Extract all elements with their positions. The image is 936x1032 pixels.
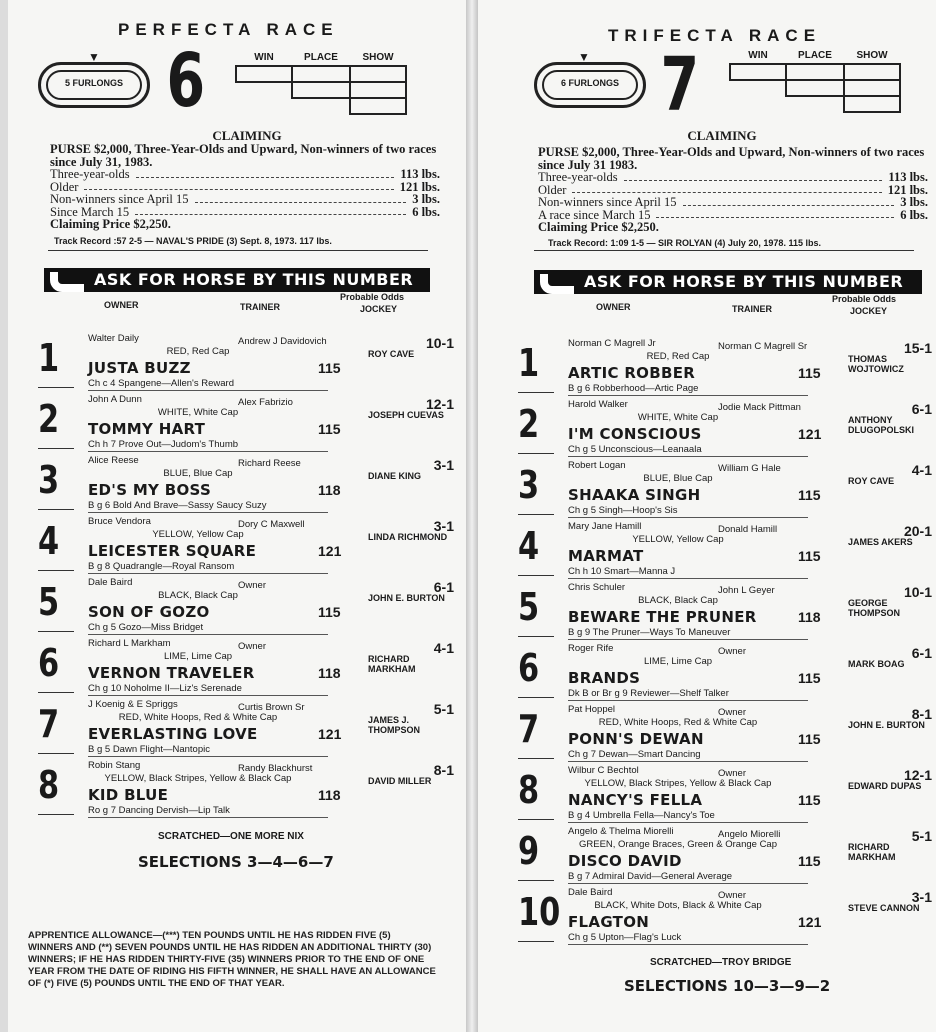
silks-colors: YELLOW, Yellow Cap (152, 529, 244, 540)
horse-weight: 121 (318, 726, 342, 742)
probable-odds: 6-1 (911, 401, 932, 417)
ask-banner: ASK FOR HORSE BY THIS NUMBER (534, 270, 922, 294)
probable-odds: 20-1 (903, 523, 932, 539)
owner-name: Dale Baird (88, 577, 133, 588)
probable-odds: 4-1 (433, 640, 454, 656)
trainer-name: Randy Blackhurst (238, 763, 313, 774)
weight-row: Three-year-olds 113 lbs. (538, 170, 928, 184)
horse-breeding: Dk B or Br g 9 Reviewer—Shelf Talker (568, 688, 808, 701)
horse-weight: 115 (798, 365, 821, 381)
owner-name: Robin Stang (88, 760, 141, 771)
trainer-name: Curtis Brown Sr (238, 702, 305, 713)
post-position: 10 (518, 890, 561, 934)
entry-list (38, 333, 458, 821)
horse-breeding: Ch c 4 Spangene—Allen's Reward (88, 378, 328, 391)
horse-name: VERNON TRAVELER (88, 664, 255, 682)
horse-name: LEICESTER SQUARE (88, 542, 257, 560)
trainer-name: John L Geyer (718, 585, 775, 596)
probable-odds: 3-1 (911, 889, 932, 905)
jockey-name: RICHARD MARKHAM (848, 842, 896, 862)
horse-weight: 118 (318, 482, 341, 498)
horse-name: FLAGTON (568, 913, 650, 931)
entry-row (518, 582, 936, 643)
place-header: PLACE (798, 50, 832, 61)
jockey-name: LINDA RICHMOND (368, 532, 448, 542)
owner-name: Wilbur C Bechtol (568, 765, 639, 776)
horse-weight: 115 (798, 548, 821, 564)
divider (518, 758, 554, 759)
owner-name: Harold Walker (568, 399, 628, 410)
entry-row (518, 460, 936, 521)
owner-name: Bruce Vendora (88, 516, 151, 527)
jockey-header: JOCKEY (850, 306, 888, 316)
divider (518, 575, 554, 576)
track-record: Track Record: 1:09 1-5 — SIR ROLYAN (4) July 20, 1978. 115 lbs. (548, 238, 821, 248)
purse-line: PURSE $2,000, Three-Year-Olds and Upward, Non-winners of two races since July 31 1983. (538, 145, 925, 172)
weight-row: Non-winners since April 15 3 lbs. (50, 192, 440, 206)
silks-colors: BLACK, Black Cap (158, 590, 238, 601)
horse-breeding: Ch g 7 Dewan—Smart Dancing (568, 749, 808, 762)
horse-breeding: Ch g 5 Gozo—Miss Bridget (88, 622, 328, 635)
silks-colors: RED, Red Cap (166, 346, 230, 357)
entry-row (518, 765, 936, 826)
show-box (349, 97, 407, 115)
win-box (729, 63, 787, 81)
jockey-name: JOHN E. BURTON (368, 593, 445, 603)
horse-weight: 115 (318, 604, 341, 620)
horse-weight: 121 (798, 914, 822, 930)
win-header: WIN (254, 52, 274, 63)
owner-name: Pat Hoppel (568, 704, 616, 715)
purse-line: PURSE $2,000, Three-Year-Olds and Upward, Non-winners of two races since July 31, 1983. (50, 142, 437, 169)
horse-name: MARMAT (568, 547, 644, 565)
jockey-name: DAVID MILLER (368, 776, 432, 786)
silks-colors: LIME, Lime Cap (643, 656, 713, 667)
divider (38, 753, 74, 754)
probable-odds: 5-1 (433, 701, 454, 717)
horse-name: SON OF GOZO (88, 603, 210, 621)
post-position: 2 (38, 397, 60, 441)
entry-row (38, 516, 458, 577)
horse-weight: 115 (318, 421, 341, 437)
trainer-name: Norman C Magrell Sr (718, 341, 808, 352)
post-position: 7 (518, 707, 540, 751)
owner-name: Roger Rife (568, 643, 614, 654)
horse-weight: 121 (798, 426, 822, 442)
win-box (235, 65, 293, 83)
horse-breeding: B g 9 The Pruner—Ways To Maneuver (568, 627, 808, 640)
horse-breeding: B g 8 Quadrangle—Royal Ransom (88, 561, 328, 574)
odds-header: Probable Odds (832, 294, 897, 304)
silks-colors: LIME, Lime Cap (163, 651, 233, 662)
divider (518, 453, 554, 454)
post-position: 6 (38, 641, 60, 685)
entry-row (518, 887, 936, 948)
silks-colors: YELLOW, Black Stripes, Yellow & Black Cap (104, 773, 292, 784)
divider (38, 509, 74, 510)
jockey-name: STEVE CANNON (848, 903, 920, 913)
post-position: 5 (518, 585, 540, 629)
trainer-name: Owner (238, 641, 266, 652)
entry-row (38, 699, 458, 760)
owner-name: Dale Baird (568, 887, 613, 898)
divider (38, 448, 74, 449)
horse-weight: 118 (318, 787, 341, 803)
entry-row (518, 704, 936, 765)
post-position: 1 (518, 341, 540, 385)
jockey-name: JOHN E. BURTON (848, 720, 925, 730)
trainer-name: William G Hale (718, 463, 781, 474)
entry-row (518, 521, 936, 582)
horse-weight: 115 (798, 670, 821, 686)
horse-name: ARTIC ROBBER (568, 364, 696, 382)
horse-weight: 115 (798, 853, 821, 869)
trainer-name: Dory C Maxwell (238, 519, 305, 530)
divider (38, 570, 74, 571)
silks-colors: YELLOW, Yellow Cap (632, 534, 724, 545)
selections: SELECTIONS 10—3—9—2 (624, 977, 831, 995)
horse-weight: 115 (798, 792, 821, 808)
win-place-show-grid (730, 50, 900, 112)
divider (48, 250, 428, 251)
owner-header: OWNER (104, 300, 139, 310)
probable-odds: 10-1 (903, 584, 932, 600)
divider (518, 941, 554, 942)
jockey-name: ANTHONY DLUGOPOLSKI (848, 415, 915, 435)
trainer-header: TRAINER (240, 302, 280, 312)
race-number: 6 (166, 38, 206, 124)
post-position: 9 (518, 829, 540, 873)
arrow-down-icon: ▼ (88, 50, 100, 64)
horse-breeding: B g 6 Robberhood—Artic Page (568, 383, 808, 396)
owner-header: OWNER (596, 302, 631, 312)
silks-colors: YELLOW, Black Stripes, Yellow & Black Cap (584, 778, 772, 789)
probable-odds: 3-1 (433, 518, 454, 534)
owner-name: Robert Logan (568, 460, 626, 471)
entry-row (38, 760, 458, 821)
horse-name: I'M CONSCIOUS (568, 425, 702, 443)
race-class: CLAIMING (212, 128, 282, 143)
divider (518, 636, 554, 637)
post-position: 1 (38, 336, 60, 380)
divider (518, 697, 554, 698)
weight-row: Three-year-olds 113 lbs. (50, 167, 440, 181)
divider (518, 514, 554, 515)
jockey-name: JAMES AKERS (848, 537, 913, 547)
post-position: 4 (38, 519, 60, 563)
jockey-name: EDWARD DUPAS (848, 781, 922, 791)
entry-row (518, 826, 936, 887)
track-distance: 5 FURLONGS (64, 78, 123, 88)
divider (38, 692, 74, 693)
trainer-name: Owner (718, 890, 746, 901)
entry-row (38, 455, 458, 516)
weight-row: A race since March 15 6 lbs. (538, 207, 928, 222)
weight-row: Older 121 lbs. (50, 179, 440, 194)
divider (518, 819, 554, 820)
apprentice-allowance-note: APPRENTICE ALLOWANCE—(***) TEN POUNDS UNTIL HE HAS RIDDEN FIVE (5) WINNERS AND (**) SEVEN POUNDS UNTIL HE HAS RIDDEN AN ADDITIONAL THIRTY (30) WINNERS; IF HE HAS RIDDEN THIRTY-FIVE (35) WINNERS PRIOR TO THE END OF ONE YEAR FROM THE DATE OF RIDING HIS FIFTH WINNER, HE SHALL HAVE AN ALLOWANCE OF (*) FIVE (5) POUNDS UNTIL THE END OF THAT YEAR. (28, 930, 436, 989)
horse-weight: 121 (318, 543, 342, 559)
entry-row (518, 338, 936, 399)
entry-row (38, 394, 458, 455)
post-position: 8 (518, 768, 540, 812)
probable-odds: 8-1 (433, 762, 454, 778)
silks-colors: RED, White Hoops, Red & White Cap (598, 717, 758, 728)
horse-name: BEWARE THE PRUNER (568, 608, 757, 626)
owner-name: J Koenig & E Spriggs (88, 699, 178, 710)
entry-row (38, 333, 458, 394)
horse-name: NANCY'S FELLA (568, 791, 703, 809)
ask-banner: ASK FOR HORSE BY THIS NUMBER (44, 268, 430, 292)
probable-odds: 8-1 (911, 706, 932, 722)
horse-breeding: Ch h 10 Smart—Manna J (568, 566, 808, 579)
track-oval-icon (38, 62, 150, 108)
silks-colors: GREEN, Orange Braces, Green & Orange Cap (578, 839, 777, 850)
post-position: 2 (518, 402, 540, 446)
horse-name: EVERLASTING LOVE (88, 725, 258, 743)
divider (38, 631, 74, 632)
trainer-name: Andrew J Davidovich (238, 336, 327, 347)
trainer-name: Angelo Miorelli (718, 829, 781, 840)
owner-name: Walter Daily (88, 333, 139, 344)
owner-name: Richard L Markham (88, 638, 171, 649)
race-class: CLAIMING (687, 128, 757, 143)
weight-row: Non-winners since April 15 3 lbs. (538, 195, 928, 209)
jockey-name: THOMAS WOJTOWICZ (848, 354, 904, 374)
horse-weight: 118 (798, 609, 821, 625)
post-position: 7 (38, 702, 60, 746)
horse-name: PONN'S DEWAN (568, 730, 704, 748)
show-box (843, 95, 901, 113)
entry-row (38, 577, 458, 638)
trainer-name: Alex Fabrizio (238, 397, 293, 408)
jockey-name: DIANE KING (368, 471, 422, 481)
jockey-name: JAMES J. THOMPSON (368, 715, 421, 735)
horse-name: DISCO DAVID (568, 852, 682, 870)
place-box (291, 81, 351, 99)
scratched-note: SCRATCHED—ONE MORE NIX (158, 831, 304, 842)
jockey-name: RICHARD MARKHAM (368, 654, 416, 674)
horse-name: JUSTA BUZZ (88, 359, 191, 377)
probable-odds: 12-1 (425, 396, 454, 412)
race-type-title: PERFECTA RACE (118, 20, 339, 39)
horse-weight: 115 (798, 731, 821, 747)
owner-name: Mary Jane Hamill (568, 521, 642, 532)
horse-weight: 115 (798, 487, 821, 503)
entry-list (518, 338, 936, 948)
post-position: 8 (38, 763, 60, 807)
horse-name: BRANDS (568, 669, 641, 687)
trainer-name: Donald Hamill (718, 524, 778, 535)
probable-odds: 5-1 (911, 828, 932, 844)
silks-colors: BLACK, White Dots, Black & White Cap (594, 900, 762, 911)
divider (518, 880, 554, 881)
weight-row: Since March 15 6 lbs. (50, 204, 440, 219)
owner-name: Chris Schuler (568, 582, 626, 593)
trainer-header: TRAINER (732, 304, 772, 314)
race-number: 7 (660, 42, 700, 128)
arrow-down-icon: ▼ (578, 50, 590, 64)
horse-name: SHAAKA SINGH (568, 486, 701, 504)
silks-colors: RED, White Hoops, Red & White Cap (118, 712, 278, 723)
claiming-price: Claiming Price $2,250. (50, 217, 171, 231)
jockey-name: JOSEPH CUEVAS (368, 410, 444, 420)
track-record: Track Record :57 2-5 — NAVAL'S PRIDE (3) Sept. 8, 1973. 117 lbs. (54, 236, 332, 246)
trainer-name: Owner (718, 707, 746, 718)
probable-odds: 3-1 (433, 457, 454, 473)
horse-breeding: Ch g 5 Singh—Hoop's Sis (568, 505, 808, 518)
probable-odds: 4-1 (911, 462, 932, 478)
show-header: SHOW (856, 50, 888, 61)
trainer-name: Richard Reese (238, 458, 301, 469)
jockey-name: MARK BOAG (848, 659, 905, 669)
place-header: PLACE (304, 52, 338, 63)
trainer-name: Owner (238, 580, 266, 591)
entry-row (518, 399, 936, 460)
post-position: 3 (518, 463, 540, 507)
track-distance: 6 FURLONGS (560, 78, 619, 88)
race-type-title: TRIFECTA RACE (608, 26, 822, 45)
silks-colors: WHITE, White Cap (157, 407, 239, 418)
show-header: SHOW (362, 52, 394, 63)
horse-name: KID BLUE (88, 786, 169, 804)
probable-odds: 12-1 (903, 767, 932, 783)
entry-row (38, 638, 458, 699)
trainer-name: Owner (718, 646, 746, 657)
probable-odds: 6-1 (911, 645, 932, 661)
horse-breeding: Ch g 10 Noholme II—Liz's Serenade (88, 683, 328, 696)
win-place-show-grid (236, 52, 406, 114)
probable-odds: 15-1 (903, 340, 932, 356)
race-7-page (478, 0, 936, 1032)
probable-odds: 6-1 (433, 579, 454, 595)
horse-breeding: Ch g 5 Unconscious—Leanaala (568, 444, 808, 457)
horse-breeding: B g 4 Umbrella Fella—Nancy's Toe (568, 810, 808, 823)
race-conditions (50, 143, 440, 231)
win-header: WIN (748, 50, 768, 61)
divider (38, 814, 74, 815)
jockey-name: ROY CAVE (368, 349, 415, 359)
jockey-name: ROY CAVE (848, 476, 895, 486)
owner-name: Norman C Magrell Jr (568, 338, 656, 349)
divider (518, 392, 554, 393)
owner-name: Angelo & Thelma Miorelli (568, 826, 674, 837)
race-conditions (538, 146, 928, 234)
divider (534, 250, 914, 251)
silks-colors: BLUE, Blue Cap (163, 468, 233, 479)
probable-odds: 10-1 (425, 335, 454, 351)
horse-breeding: Ro g 7 Dancing Dervish—Lip Talk (88, 805, 328, 818)
silks-colors: BLUE, Blue Cap (643, 473, 713, 484)
track-oval-icon (534, 62, 646, 108)
curved-arrow-icon (540, 274, 574, 294)
place-box (785, 79, 845, 97)
horse-name: ED'S MY BOSS (88, 481, 212, 499)
weight-row: Older 121 lbs. (538, 182, 928, 197)
silks-colors: BLACK, Black Cap (638, 595, 718, 606)
post-position: 3 (38, 458, 60, 502)
post-position: 6 (518, 646, 540, 690)
horse-breeding: Ch g 5 Upton—Flag's Luck (568, 932, 808, 945)
horse-breeding: B g 7 Admiral David—General Average (568, 871, 808, 884)
entry-row (518, 643, 936, 704)
selections: SELECTIONS 3—4—6—7 (138, 853, 334, 871)
horse-name: TOMMY HART (88, 420, 206, 438)
horse-weight: 118 (318, 665, 341, 681)
claiming-price: Claiming Price $2,250. (538, 220, 659, 234)
jockey-name: GEORGE THOMPSON (848, 598, 901, 618)
horse-breeding: B g 6 Bold And Brave—Sassy Saucy Suzy (88, 500, 328, 513)
owner-name: Alice Reese (88, 455, 139, 466)
post-position: 5 (38, 580, 60, 624)
horse-breeding: B g 5 Dawn Flight—Nantopic (88, 744, 328, 757)
curved-arrow-icon (50, 272, 84, 292)
page-gutter (466, 0, 478, 1032)
silks-colors: WHITE, White Cap (637, 412, 719, 423)
post-position: 4 (518, 524, 540, 568)
owner-name: John A Dunn (88, 394, 142, 405)
odds-header: Probable Odds (340, 292, 405, 302)
horse-breeding: Ch h 7 Prove Out—Judom's Thumb (88, 439, 328, 452)
trainer-name: Jodie Mack Pittman (718, 402, 801, 413)
trainer-name: Owner (718, 768, 746, 779)
race-6-page (8, 0, 466, 1032)
scratched-note: SCRATCHED—TROY BRIDGE (650, 957, 792, 968)
jockey-header: JOCKEY (360, 304, 398, 314)
horse-weight: 115 (318, 360, 341, 376)
divider (38, 387, 74, 388)
silks-colors: RED, Red Cap (646, 351, 710, 362)
